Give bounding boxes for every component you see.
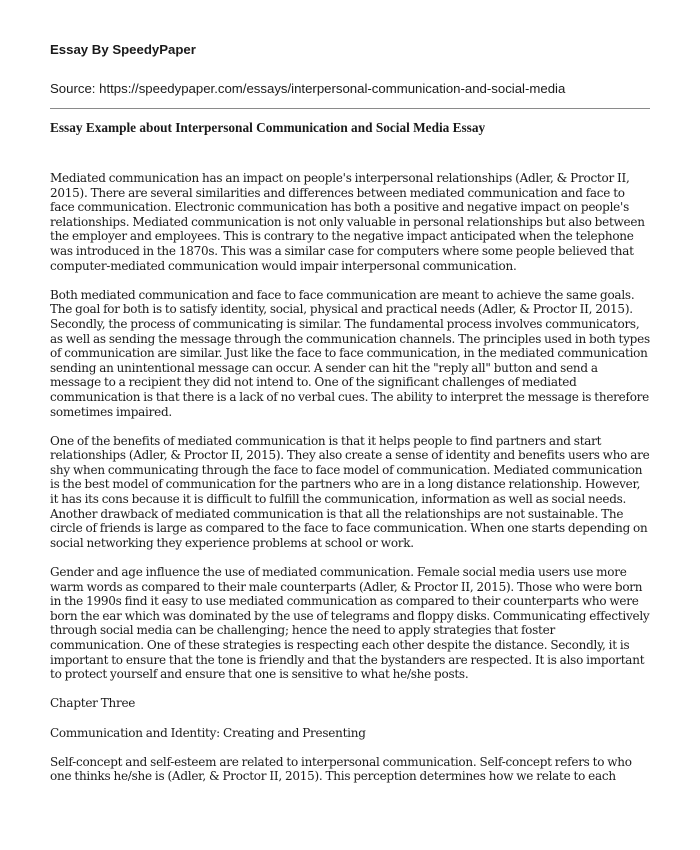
essay-body [50, 171, 650, 799]
paragraph-2: Both mediated communication and face to face communication are meant to achieve the same goals. The goal for both is to satisfy identity, social, physical and practical needs (Adler, & Proctor II, 2015). Secondly, the process of communicating is similar. The fundamental process involves communicators, as well as sending the message through the communication channels. The principles used in both types of communication are similar. Just like the face to face communication, in the mediated communication sending an unintentional message can occur. A sender can hit the "reply all" button and send a message to a recipient they did not intend to. One of the significant challenges of mediated communication is that there is a lack of no verbal cues. The ability to interpret the message is therefore sometimes impaired. [50, 287, 650, 419]
source-line: Source: https://speedypaper.com/essays/interpersonal-communication-and-social-media [50, 81, 566, 96]
publisher-title: Essay By SpeedyPaper [50, 42, 196, 57]
paragraph-4: Gender and age influence the use of mediated communication. Female social media users use more warm words as compared to their male counterparts (Adler, & Proctor II, 2015). Those who were born in the 1990s find it easy to use mediated communication as compared to their counterparts who were born the ear which was dominated by the use of telegrams and floppy disks. Communicating effectively through social media can be challenging; hence the need to apply strategies that foster communication. One of these strategies is respecting each other despite the distance. Secondly, it is important to ensure that the tone is friendly and that the bystanders are respected. It is also important to protect yourself and ensure that one is sensitive to what he/she posts. [50, 565, 650, 682]
chapter-heading: Chapter Three [50, 696, 136, 711]
essay-title: Essay Example about Interpersonal Communication and Social Media Essay [50, 120, 486, 135]
paragraph-5: Self-concept and self-esteem are related to interpersonal communication. Self-concept refers to who one thinks he/she is (Adler, & Proctor II, 2015). This perception determines how we relate to each [50, 754, 632, 784]
header-divider [50, 108, 650, 109]
paragraph-1: Mediated communication has an impact on people's interpersonal relationships (Adler, & Proctor II, 2015). There are several similarities and differences between mediated communication and face to face communication. Electronic communication has both a positive and negative impact on people's relationships. Mediated communication is not only valuable in personal relationships but also between the employer and employees. This is contrary to the negative impact anticipated when the telephone was introduced in the 1870s. This was a similar case for computers where some people believed that computer-mediated communication would impair interpersonal communication. [50, 171, 645, 273]
section-heading: Communication and Identity: Creating and Presenting [50, 725, 366, 740]
paragraph-3: One of the benefits of mediated communication is that it helps people to find partners and start relationships (Adler, & Proctor II, 2015). They also create a sense of identity and benefits users who are shy when communicating through the face to face model of communication. Mediated communication is the best model of communication for the partners who are in a long distance relationship. However, it has its cons because it is difficult to fulfill the communication, information as well as social needs. Another drawback of mediated communication is that all the relationships are not sustainable. The circle of friends is large as compared to the face to face communication. When one starts depending on social networking they experience problems at school or work. [50, 433, 650, 550]
